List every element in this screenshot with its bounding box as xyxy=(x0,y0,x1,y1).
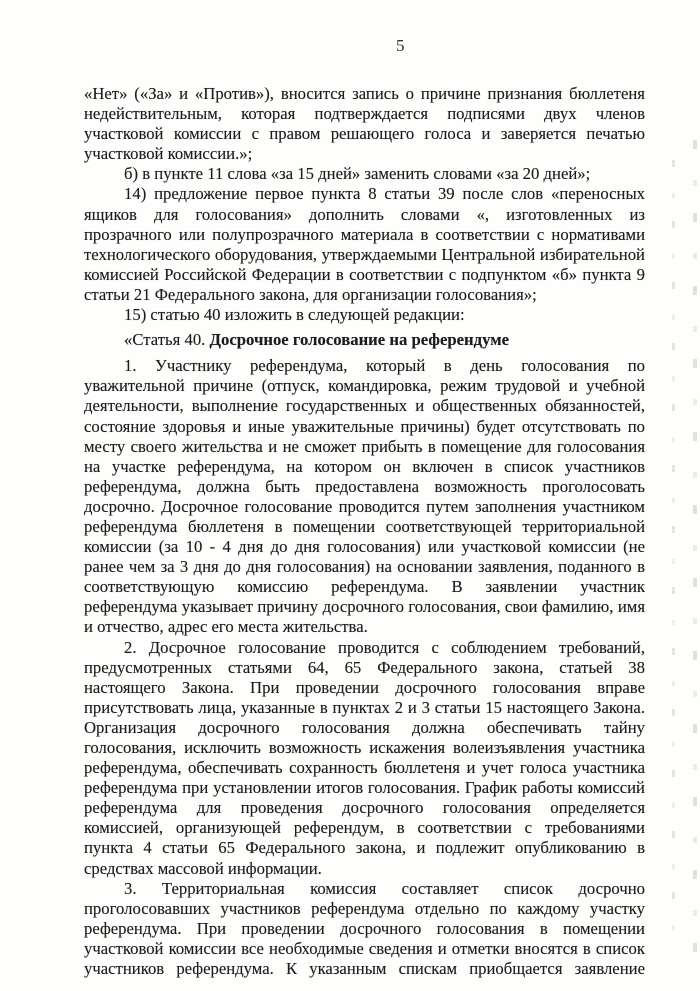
paragraph-item-14: 14) предложение первое пункта 8 статьи 39 после слов «переносных ящиков для голосования» дополнить словами «, изготовленных из прозрачного или полупрозрачного материала в соответствии с нормативами технологического оборудования, утверждаемыми Центральной избирательной комиссией Российской Федерации в соответствии с подпунктом «б» пункта 9 статьи 21 Федерального закона, для организации голосования»; xyxy=(84,184,645,304)
article-heading-prefix: «Статья 40. xyxy=(124,330,210,350)
page-number: 5 xyxy=(396,36,405,55)
paragraph-subitem-b: б) в пункте 11 слова «за 15 дней» заменить словами «за 20 дней»; xyxy=(124,164,591,184)
article-paragraph-1: 1. Участнику референдума, который в день голосования по уважительной причине (отпуск, командировка, режим трудовой и учебной деятельности, выполнение государственных и общественных обязанностей, состояние здоровья и иные уважительные причины) будет отсутствовать по месту своего жительства и не сможет прибыть в помещение для голосования на участке референдума, на котором он включен в список участников референдума, должна быть предоставлена возможность проголосовать досрочно. Досрочное голосование проводится путем заполнения участником референдума бюллетеня в помещении соответствующей территориальной комиссии (за 10 - 4 дня до дня голосования) или участковой комиссии (не ранее чем за 3 дня до дня голосования) на основании заявления, поданного в соответствующую комиссию референдума. В заявлении участник референдума указывает причину досрочного голосования, свои фамилию, имя и отчество, адрес его места жительства. xyxy=(84,356,645,637)
article-paragraph-3: 3. Территориальная комиссия составляет список досрочно проголосовавших участников референдума отдельно по каждому участку референдума. При проведении досрочного голосования в помещении участковой комиссии все необходимые сведения и отметки вносятся в список участников референдума. К указанным спискам приобщается заявление xyxy=(84,878,645,979)
scan-artifact-noise xyxy=(672,160,675,951)
scan-artifact-noise xyxy=(693,140,697,961)
article-heading-title: Досрочное голосование на референдуме xyxy=(209,330,509,350)
document-body xyxy=(84,84,645,979)
paragraph-continuation: «Нет» («За» и «Против»), вносится запись о причине признания бюллетеня недействительным, которая подтверждается подписями двух членов участковой комиссии с правом решающего голоса и заверяется печатью участковой комиссии.»; xyxy=(84,84,645,164)
article-paragraph-2: 2. Досрочное голосование проводится с соблюдением требований, предусмотренных статьями 64, 65 Федерального закона, статьей 38 настоящего Закона. При проведении досрочного голосования вправе присутствовать лица, указанные в пунктах 2 и 3 статьи 15 настоящего Закона. Организация досрочного голосования должна обеспечивать тайну голосования, исключить возможность искажения волеизъявления участника референдума, обеспечивать сохранность бюллетеня и учет голоса участника референдума при установлении итогов голосования. График работы комиссий референдума для проведения досрочного голосования определяется комиссией, организующей референдум, в соответствии с требованиями пункта 4 статьи 65 Федерального закона, и подлежит опубликованию в средствах массовой информации. xyxy=(84,637,645,878)
paragraph-item-15: 15) статью 40 изложить в следующей редакции: xyxy=(124,305,465,325)
article-40-heading xyxy=(84,330,645,350)
